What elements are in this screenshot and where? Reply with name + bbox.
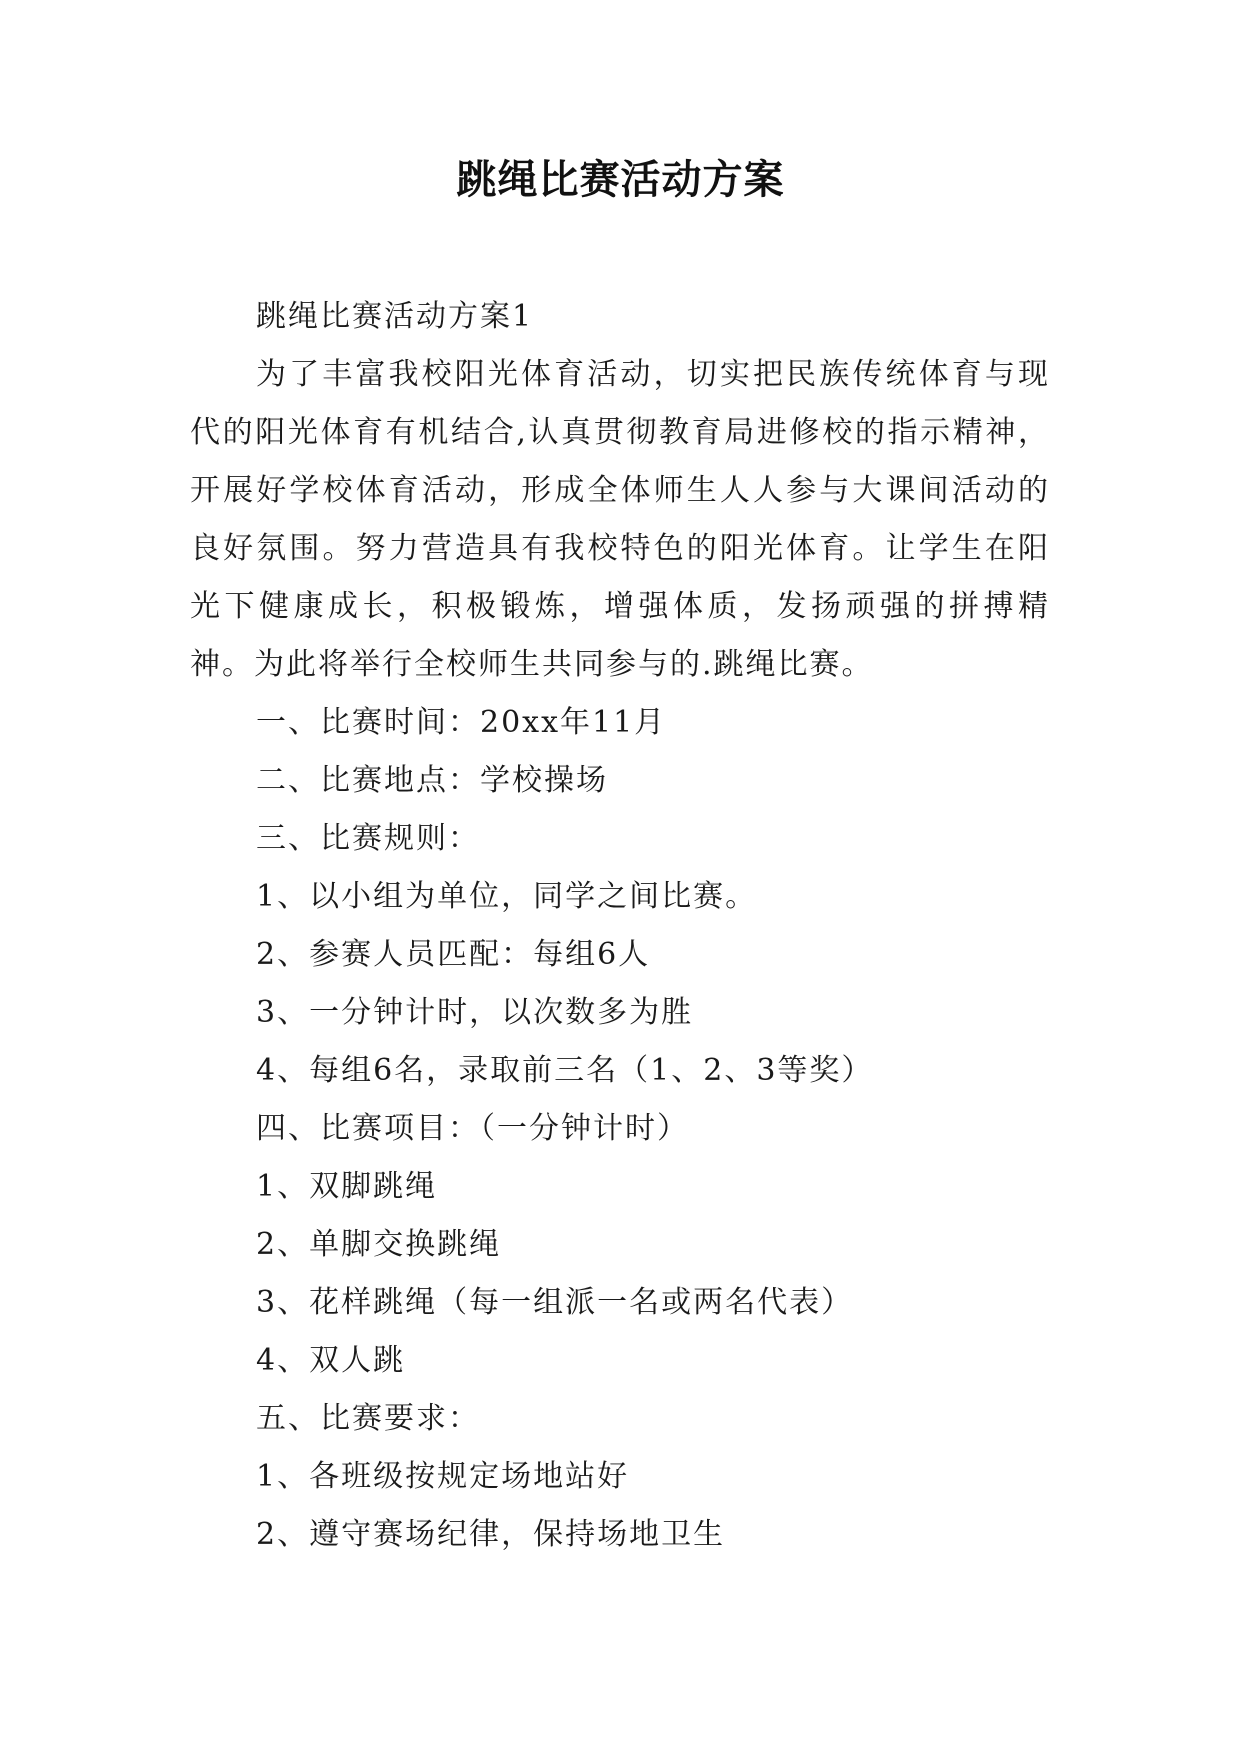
text-line: 2、遵守赛场纪律，保持场地卫生 (256, 1517, 726, 1552)
document-body (190, 288, 1050, 1564)
text-line: 四、比赛项目：（一分钟计时） (256, 1111, 689, 1146)
text-line: 4、双人跳 (256, 1343, 406, 1378)
text-line: 1、各班级按规定场地站好 (256, 1459, 630, 1494)
text-line: 二、比赛地点：学校操场 (256, 763, 608, 798)
text-line: 3、一分钟计时，以次数多为胜 (256, 995, 694, 1030)
text-line: 三、比赛规则： (256, 821, 480, 856)
document-title: 跳绳比赛活动方案 (456, 157, 785, 203)
text-line: 五、比赛要求： (256, 1401, 480, 1436)
text-line: 2、参赛人员匹配：每组6人 (256, 937, 651, 972)
text-line: 一、比赛时间：20xx年11月 (256, 705, 667, 740)
text-line: 3、花样跳绳（每一组派一名或两名代表） (256, 1285, 854, 1320)
text-line: 1、以小组为单位，同学之间比赛。 (256, 879, 758, 914)
intro-paragraph: 为了丰富我校阳光体育活动，切实把民族传统体育与现代的阳光体育有机结合,认真贯彻教育局进修校的指示精神，开展好学校体育活动，形成全体师生人人参与大课间活动的良好氛围。努力营造具有我校特色的阳光体育。让学生在阳光下健康成长，积极锻炼，增强体质，发扬顽强的拼搏精神。为此将举行全校师生共同参与的.跳绳比赛。 (190, 357, 1050, 682)
section-heading: 跳绳比赛活动方案1 (256, 299, 534, 334)
text-line: 2、单脚交换跳绳 (256, 1227, 502, 1262)
text-line: 4、每组6名，录取前三名（1、2、3等奖） (256, 1053, 874, 1088)
text-line: 1、双脚跳绳 (256, 1169, 438, 1204)
